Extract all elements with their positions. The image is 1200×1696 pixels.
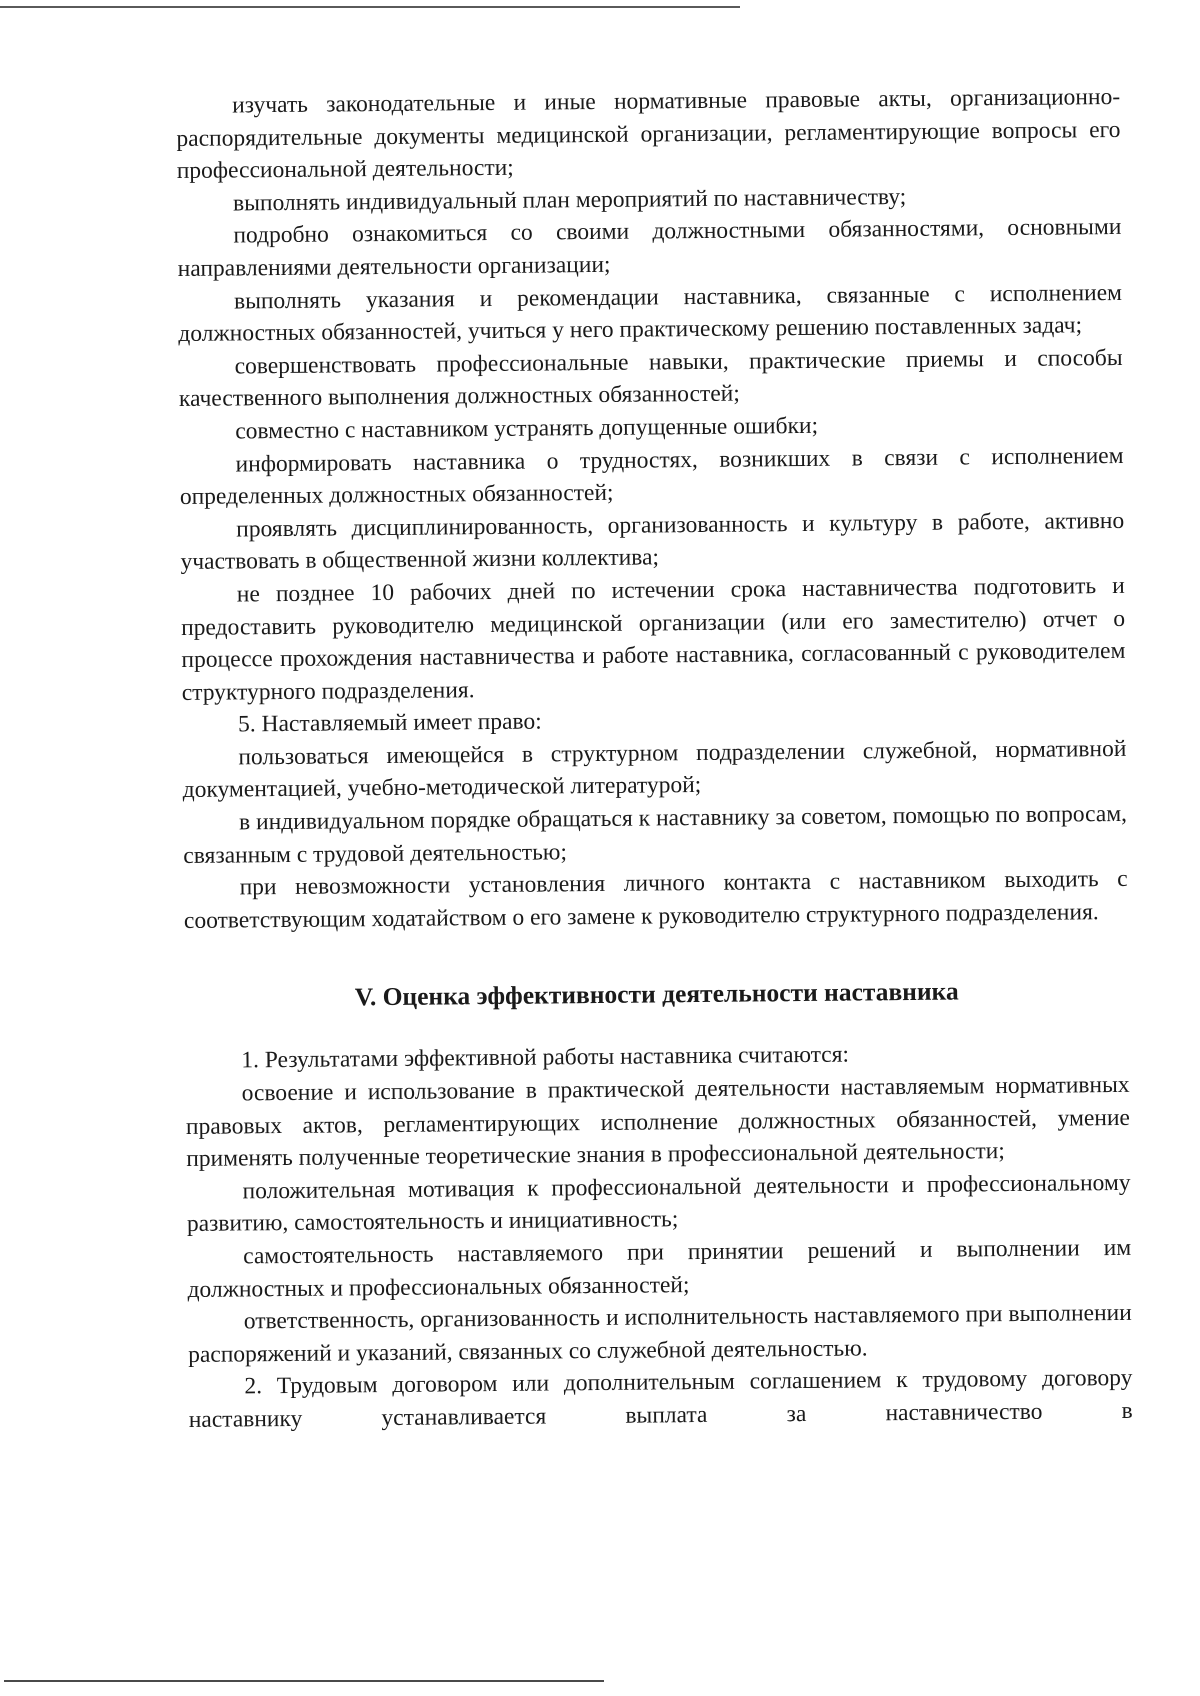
section-item-heading: 1. Результатами эффективной работы наставника считаются: [241,1042,850,1074]
paragraph: ответственность, организованность и исполнительность наставляемого при выполнении распоряжений и указаний, связанных со служебной деятельностью. [188,1300,1132,1368]
top-scan-rule [0,6,740,8]
document-page [176,81,1133,1437]
paragraph: подробно ознакомиться со своими должностными обязанностями, основными направлениями деятельности организации; [177,214,1122,282]
paragraph: информировать наставника о трудностях, возникших в связи с исполнением определенных должностных обязанностей; [179,442,1124,511]
section-heading: V. Оценка эффективности деятельности наставника [354,976,959,1012]
paragraph: не позднее 10 рабочих дней по истечении срока наставничества подготовить и предоставить руководителю медицинской организации (или его заместителю) отчет о процессе прохождения наставничества и работе наставника, согласованный с руководителем структурного подразделения. [181,572,1126,706]
paragraph: 2. Трудовым договором или дополнительным соглашением к трудовому договору наставнику устанавливается выплата за наставничество в [188,1365,1133,1433]
paragraph: самостоятельность наставляемого при принятии решений и выполнении им должностных и профессиональных обязанностей; [187,1234,1132,1303]
bottom-scan-rule [4,1680,604,1682]
paragraph: освоение и использование в практической деятельности наставляемым нормативных правовых актов, регламентирующих исполнение должностных обязанностей, умение применять полученные теоретические знания в профессиональной деятельности; [185,1071,1131,1173]
paragraph: выполнять указания и рекомендации наставника, связанные с исполнением должностных обязанностей, учиться у него практическому решению поставленных задач; [178,279,1123,348]
paragraph: пользоваться имеющейся в структурном подразделении служебной, нормативной документацией, учебно-методической литературой; [182,735,1127,804]
paragraph: при невозможности установления личного контакта с наставником выходить с соответствующим ходатайством о его замене к руководителю структурного подразделения. [183,866,1128,934]
paragraph: изучать законодательные и иные нормативные правовые акты, организационно-распорядительные документы медицинской организации, регламентирующие вопросы его профессиональной деятельности; [176,83,1121,185]
paragraph: в индивидуальном порядке обращаться к наставнику за советом, помощью по вопросам, связанным с трудовой деятельностью; [183,800,1128,869]
text-block-top [176,81,1128,937]
text-block-bottom [185,1036,1133,1436]
paragraph: проявлять дисциплинированность, организованность и культуру в работе, активно участвовать в общественной жизни коллектива; [180,507,1125,576]
paragraph: положительная мотивация к профессиональной деятельности и профессиональному развитию, самостоятельность и инициативность; [186,1169,1131,1238]
section-item-heading: 5. Наставляемый имеет право: [237,708,542,738]
paragraph: совершенствовать профессиональные навыки, практические приемы и способы качественного выполнения должностных обязанностей; [178,344,1123,413]
paragraph: совместно с наставником устранять допущенные ошибки; [235,412,819,445]
paragraph: выполнять индивидуальный план мероприятий по наставничеству; [232,183,907,217]
